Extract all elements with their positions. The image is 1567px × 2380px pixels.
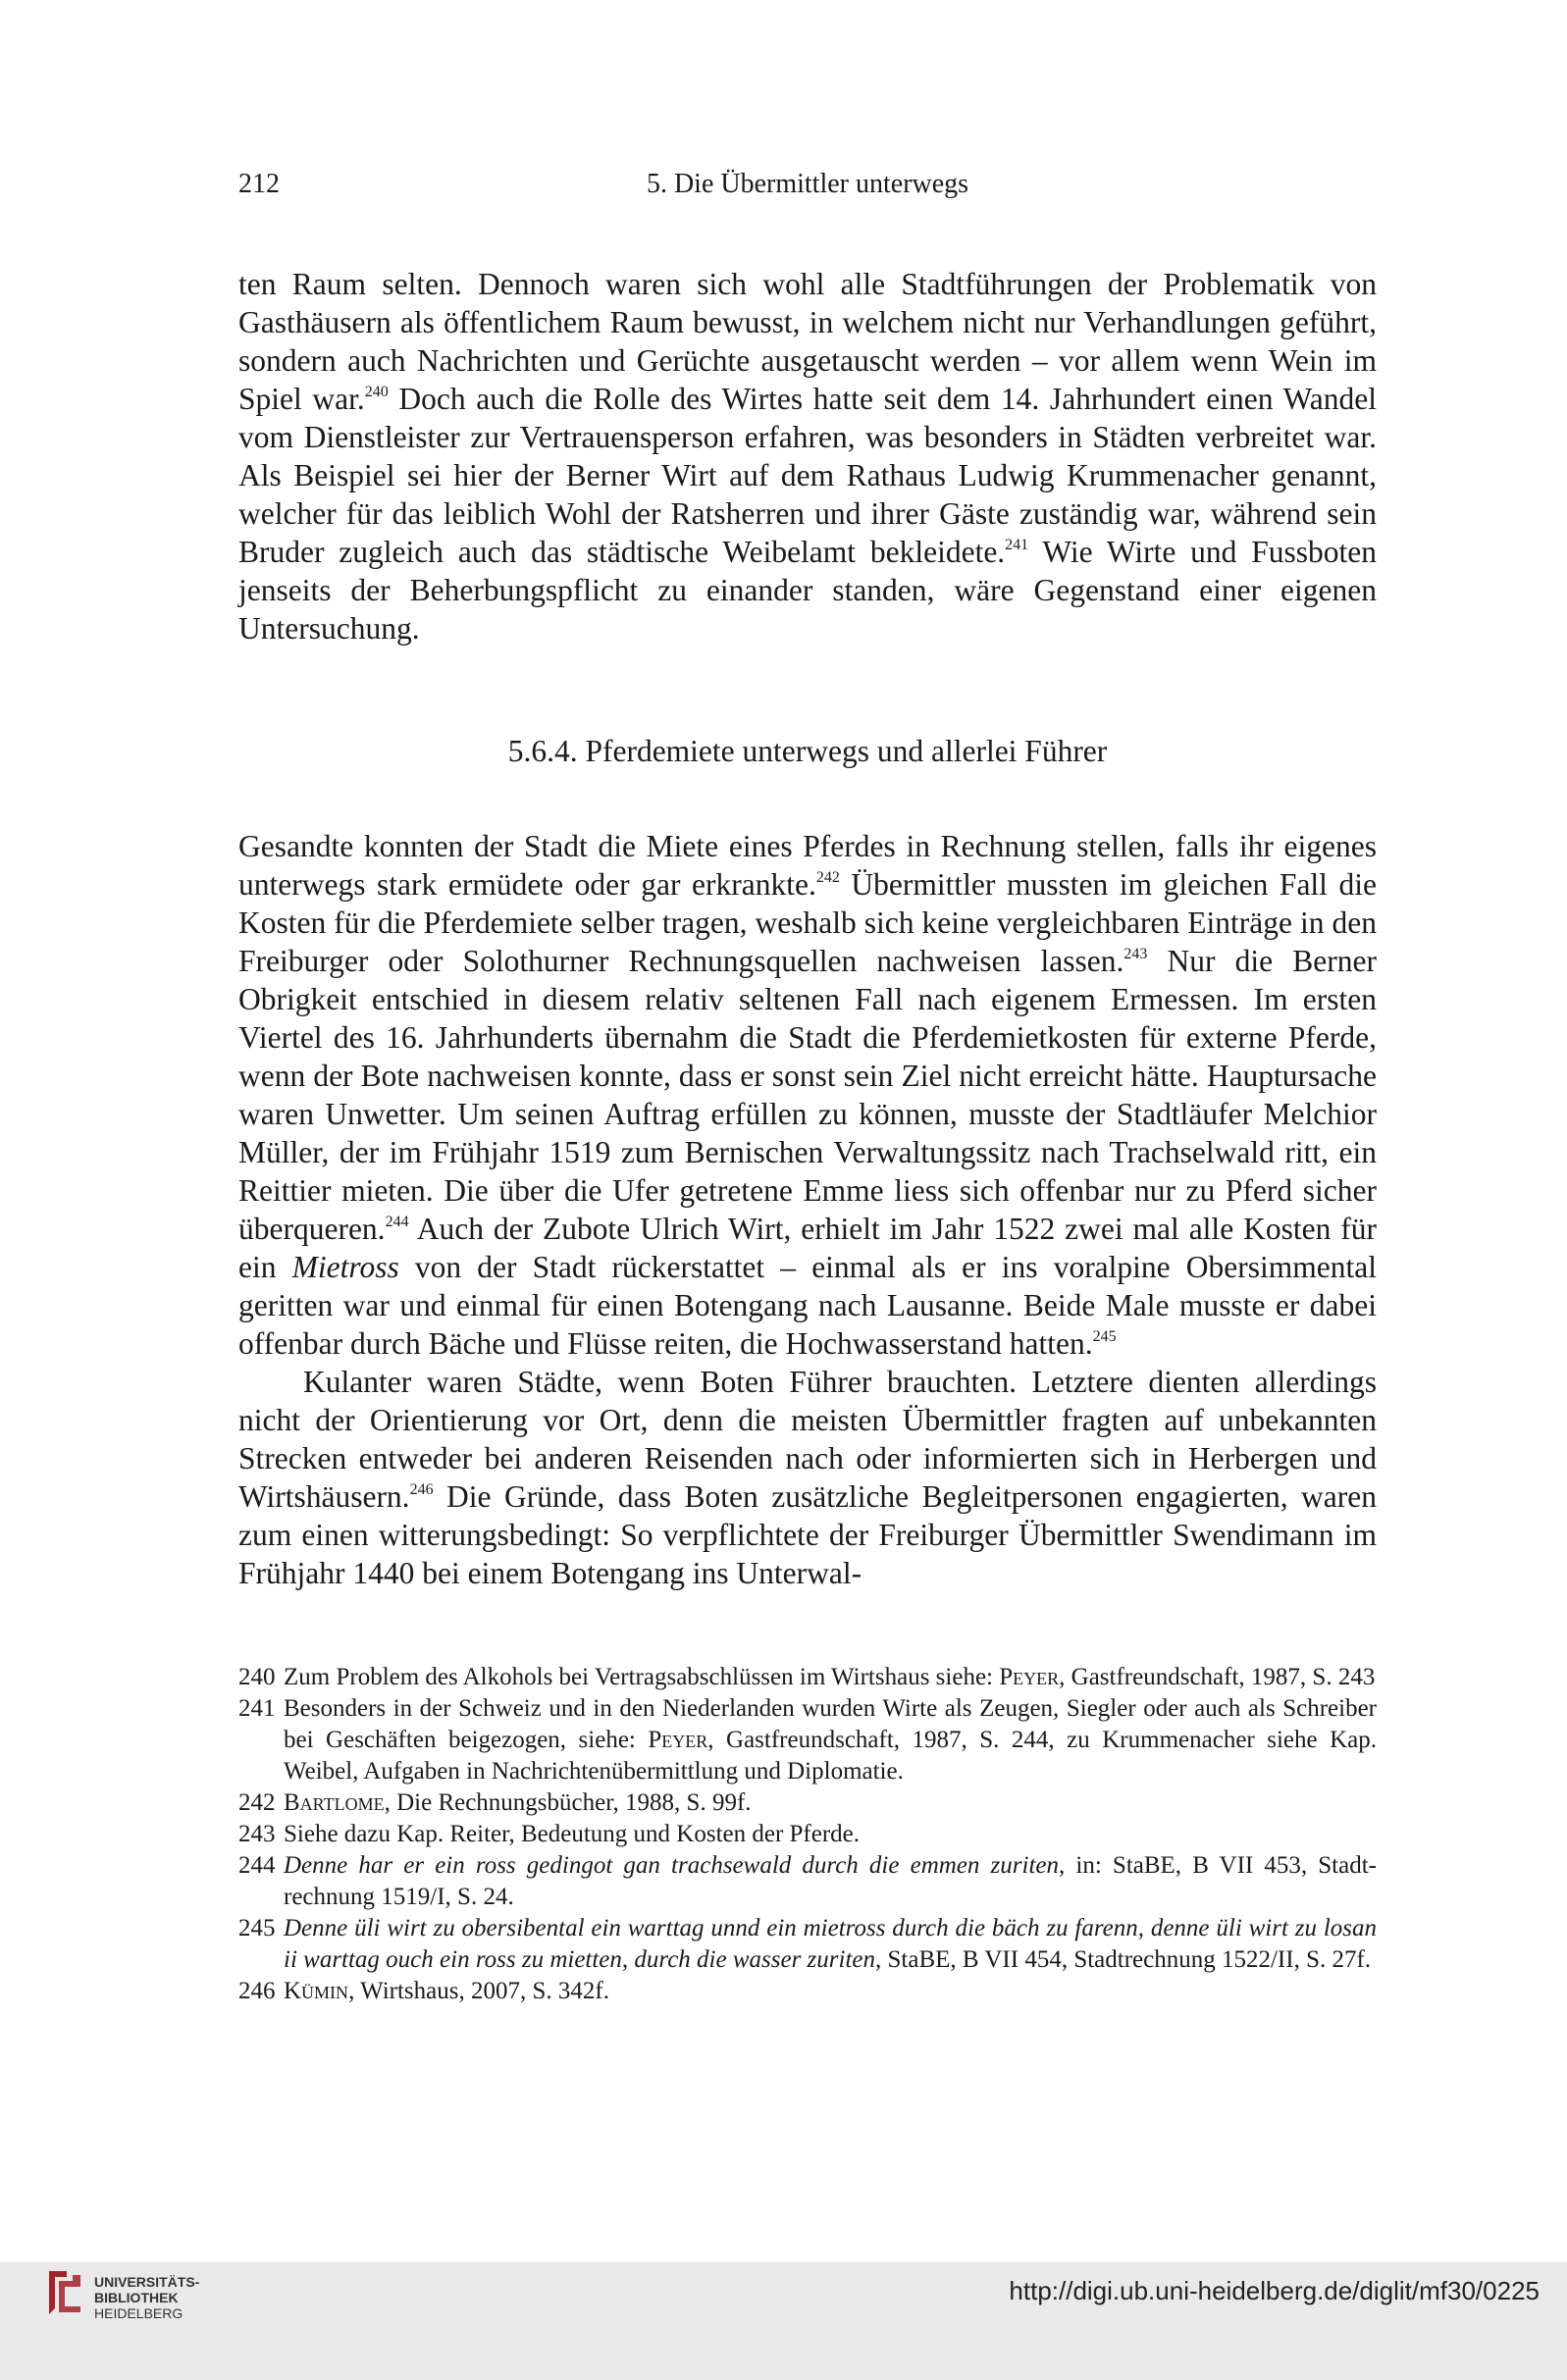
library-logo-icon [43,2267,86,2318]
footnotes [238,1662,1377,2007]
library-logo-text: UNIVERSITÄTS- BIBLIOTHEK HEIDELBERG [94,2274,200,2321]
footnote-245: 245 Denne üli wirt zu obersibental ein warttag unnd ein mietross durch die bäch zu farenn, denne üli wirt zu losan ii warttag ouch ein ross zu mietten, durch die wasser zuriten, StaBE, B VII 454, Stadtrechnung 1522/II, S. 27f. [238,1915,1377,1973]
footnote-242: 242 Bartlome, Die Rechnungsbücher, 1988, S. 99f. [238,1789,752,1816]
footnote-246: 246 Kümin, Wirtshaus, 2007, S. 342f. [238,1978,609,2004]
body-text [238,265,1377,1592]
section-heading: 5.6.4. Pferdemiete unterwegs und allerlei Führer [507,734,1108,768]
paragraph-1: ten Raum selten. Dennoch waren sich wohl alle Stadtführungen der Problematik von Gasthäusern als öffentlichem Raum bewusst, in welchem nicht nur Verhandlungen geführt, sondern auch Nachrichten und Gerüchte ausgetauscht werden – vor allem wenn Wein im Spiel war.$^{240}$ Doch auch die Rolle des Wirtes hatte seit dem 14. Jahrhundert einen Wandel vom Dienstleister zur Vertrauensperson erfahren, was besonders in Städten verbreitet war. Als Beispiel sei hier der Berner Wirt auf dem Rathaus Ludwig Krummenacher genannt, welcher für das leiblich Wohl der Ratsherren und ihrer Gäste zuständig war, während sein Bruder zugleich auch das städtische Weibelamt bekleidete.$^{241}$ Wie Wirte und Fussboten jenseits der Beherbungspflicht zu einander standen, wäre Gegenstand einer eigenen Untersuchung. [238,267,1377,646]
footnote-ref-245[interactable]: 245 [1092,1328,1117,1345]
footnote-ref-244[interactable]: 244 [385,1214,409,1230]
footnote-ref-246[interactable]: 246 [409,1481,434,1498]
running-title: 5. Die Übermittler unterwegs [646,169,969,199]
page-header [238,169,1377,208]
footnote-ref-243[interactable]: 243 [1123,946,1148,962]
footnote-243: 243 Siehe dazu Kap. Reiter, Bedeutung und Kosten der Pferde. [238,1821,861,1847]
source-url-link[interactable]: http://digi.ub.uni-heidelberg.de/diglit/mf30/0225 [1009,2276,1540,2305]
paragraph-3: Kulanter waren Städte, wenn Boten Führer brauchten. Letztere dienten allerdings nicht der Orientierung vor Ort, denn die meisten Übermittler fragten auf unbekannten Strecken entweder bei anderen Reisenden nach oder informierten sich in Herbergen und Wirtshäusern.$^{246}$ Die Gründe, dass Boten zusätzliche Begleitpersonen engagierten, waren zum einen witterungsbedingt: So verpflichtete der Freiburger Übermittler Swendimann im Frühjahr 1440 bei einem Botengang ins Unterwal- [238,1365,1377,1590]
footnote-240: 240 Zum Problem des Alkohols bei Vertragsabschlüssen im Wirtshaus siehe: Peyer, Gastfreundschaft, 1987, S. 243 [238,1664,1376,1690]
footnote-ref-242[interactable]: 242 [815,869,840,886]
page-number: 212 [238,169,280,199]
paragraph-2: Gesandte konnten der Stadt die Miete eines Pferdes in Rechnung stellen, falls ihr eigenes unterwegs stark ermüdete oder gar erkrankte.$^{242}$ Übermittler mussten im gleichen Fall die Kosten für die Pferdemiete selber tragen, weshalb sich keine vergleichbaren Einträge in den Freiburger oder Solothurner Rechnungsquellen nachweisen lassen.$^{243}$ Nur die Berner Obrigkeit entschied in diesem relativ seltenen Fall nach eigenem Ermessen. Im ersten Viertel des 16. Jahrhunderts übernahm die Stadt die Pferdemietkosten für externe Pferde, wenn der Bote nachweisen konnte, dass er sonst sein Ziel nicht erreicht hätte. Hauptursache waren Unwetter. Um seinen Auftrag erfüllen zu können, musste der Stadtläufer Melchior Müller, der im Frühjahr 1519 zum Bernischen Verwaltungssitz nach Trachselwald ritt, ein Reittier mieten. Die über die Ufer getretene Emme liess sich offenbar nur zu Pferd sicher überqueren.$^{244}$ Auch der Zubote Ulrich Wirt, erhielt im Jahr 1522 zwei mal alle Kosten für ein Mietross von der Stadt rückerstattet – einmal als er ins voralpine Obersimmental geritten war und einmal für einen Botengang nach Lausanne. Beide Male musste er dabei offenbar durch Bäche und Flüsse reiten, die Hochwasserstand hatten.$^{245}$ [238,829,1378,1361]
footnote-ref-240[interactable]: 240 [364,384,389,400]
footnote-ref-241[interactable]: 241 [1005,537,1029,553]
footnote-244: 244 Denne har er ein ross gedingot gan trachsewald durch die emmen zuriten, in: StaBE, B VII 453, Stadtrechnung 1519/I, S. 24. [238,1852,1377,1910]
footnote-241: 241 Besonders in der Schweiz und in den Niederlanden wurden Wirte als Zeugen, Siegler oder auch als Schreiber bei Geschäften beigezogen, siehe: Peyer, Gastfreundschaft, 1987, S. 244, zu Krummenacher siehe Kap. Weibel, Aufgaben in Nachrichtenübermittlung und Diplomatie. [238,1695,1377,1785]
